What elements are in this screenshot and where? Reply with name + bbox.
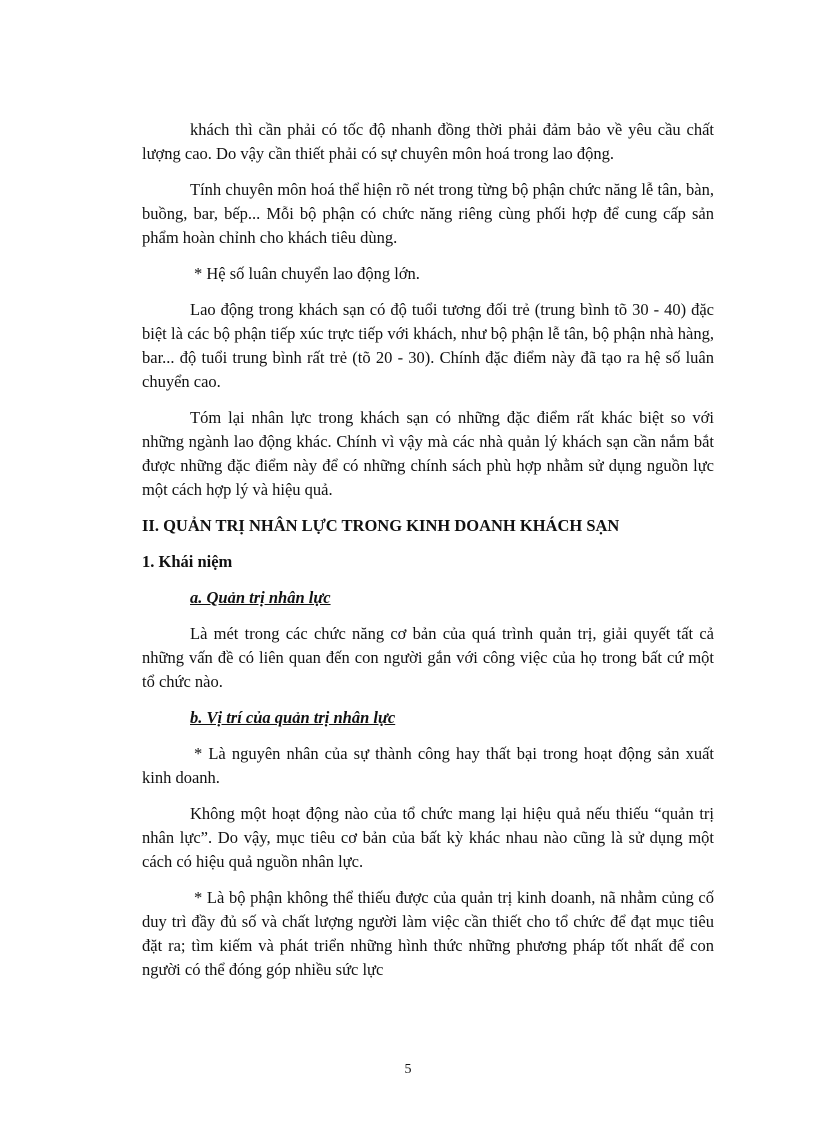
paragraph-7: * Là nguyên nhân của sự thành công hay thất bại trong hoạt động sản xuất kinh doanh. xyxy=(142,744,714,787)
paragraph-3: * Hệ số luân chuyển lao động lớn. xyxy=(194,264,420,283)
paragraph-8: Không một hoạt động nào của tổ chức mang lại hiệu quả nếu thiếu “quản trị nhân lực”. Do vậy, mục tiêu cơ bản của bất kỳ khác nhau nào cũng là sử dụng một cách có hiệu quả nguồn nhân lực. xyxy=(142,804,714,871)
paragraph-1: khách thì cần phải có tốc độ nhanh đồng thời phải đảm bảo về yêu cầu chất lượng cao. Do vậy cần thiết phải có sự chuyên môn hoá trong lao động. xyxy=(142,120,714,163)
heading-b: b. Vị trí của quản trị nhân lực xyxy=(190,708,396,727)
paragraph-2: Tính chuyên môn hoá thể hiện rõ nét trong từng bộ phận chức năng lễ tân, bàn, buồng, bar, bếp... Mỗi bộ phận có chức năng riêng cùng phối hợp để cung cấp sản phẩm hoàn chỉnh cho khách tiêu dùng. xyxy=(142,180,714,247)
section-heading: II. QUẢN TRỊ NHÂN LỰC TRONG KINH DOANH KHÁCH SẠN xyxy=(142,516,620,535)
subsection-heading: 1. Khái niệm xyxy=(142,552,233,571)
document-page xyxy=(142,118,714,982)
paragraph-5: Tóm lại nhân lực trong khách sạn có những đặc điểm rất khác biệt so với những ngành lao động khác. Chính vì vậy mà các nhà quản lý khách sạn cần nắm bắt được những đặc điểm này để có những chính sách phù hợp nhằm sử dụng nguồn lực một cách hợp lý và hiệu quả. xyxy=(142,408,714,499)
page-number: 5 xyxy=(404,1062,412,1077)
heading-a: a. Quản trị nhân lực xyxy=(190,588,331,607)
paragraph-6: Là mét trong các chức năng cơ bản của quá trình quản trị, giải quyết tất cả những vấn đề có liên quan đến con người gắn với công việc của họ trong bất cứ một tổ chức nào. xyxy=(142,624,714,691)
paragraph-4: Lao động trong khách sạn có độ tuổi tương đối trẻ (trung bình tõ 30 - 40) đặc biệt là các bộ phận tiếp xúc trực tiếp với khách, như bộ phận lễ tân, bộ phận nhà hàng, bar... độ tuổi trung bình rất trẻ (tõ 20 - 30). Chính đặc điểm này đã tạo ra hệ số luân chuyển cao. xyxy=(142,300,714,391)
paragraph-9: * Là bộ phận không thể thiếu được của quản trị kinh doanh, nã nhằm củng cố duy trì đầy đủ số và chất lượng người làm việc cần thiết cho tổ chức để đạt mục tiêu đặt ra; tìm kiếm và phát triển những hình thức những phương pháp tốt nhất để con người có thể đóng góp nhiều sức lực xyxy=(142,888,714,979)
